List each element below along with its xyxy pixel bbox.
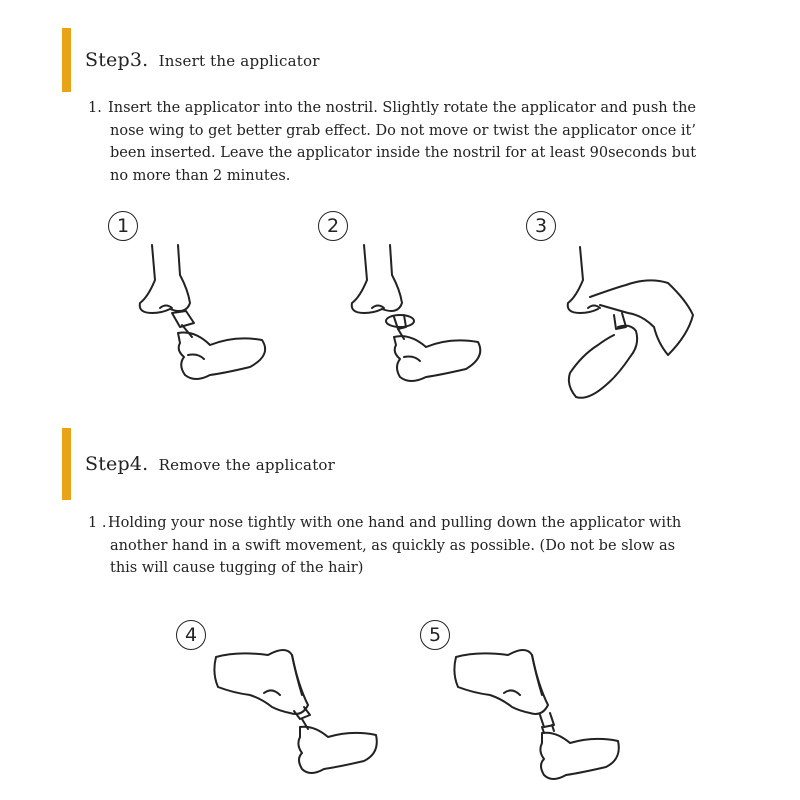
step4-number: 1 . <box>88 515 107 531</box>
step4-title <box>85 453 335 475</box>
figure-number-1: 1 <box>108 211 138 241</box>
step3-title <box>85 49 320 71</box>
figure-number-5: 5 <box>420 620 450 650</box>
step3-subtitle: Insert the applicator <box>158 52 320 70</box>
figure-3 <box>518 205 738 405</box>
instruction-line: another hand in a swift movement, as quickly as possible. (Do not be slow as <box>110 537 676 554</box>
step3-title-label: Step3. <box>85 49 149 71</box>
figure-1 <box>100 205 300 395</box>
figure-number-3: 3 <box>526 211 556 241</box>
step4-instruction <box>88 512 728 580</box>
instruction-line: no more than 2 minutes. <box>110 167 291 184</box>
figure-2 <box>310 205 510 395</box>
step3-number: 1. <box>88 100 102 116</box>
instruction-line-text: Holding your nose tightly with one hand and pulling down the applicator with <box>108 515 682 531</box>
instruction-line: been inserted. Leave the applicator inside the nostril for at least 90seconds but <box>110 145 697 161</box>
instruction-line: nose wing to get better grab effect. Do not move or twist the applicator once it’ <box>110 122 696 139</box>
step4-accent-bar <box>62 428 71 500</box>
step3-header <box>62 28 320 92</box>
figure-number-4: 4 <box>176 620 206 650</box>
step3-instruction <box>88 97 728 187</box>
figure-5 <box>412 615 642 795</box>
step4-header <box>62 428 335 500</box>
step4-title-label: Step4. <box>85 453 149 475</box>
figure-number-2: 2 <box>318 211 348 241</box>
instruction-line: this will cause tugging of the hair) <box>110 560 364 576</box>
instruction-line <box>88 97 728 120</box>
step4-subtitle: Remove the applicator <box>158 456 336 474</box>
instruction-line-text: Insert the applicator into the nostril. Slightly rotate the applicator and push the <box>108 100 696 116</box>
step3-accent-bar <box>62 28 71 92</box>
instruction-line <box>88 512 728 535</box>
figure-4 <box>168 615 398 795</box>
